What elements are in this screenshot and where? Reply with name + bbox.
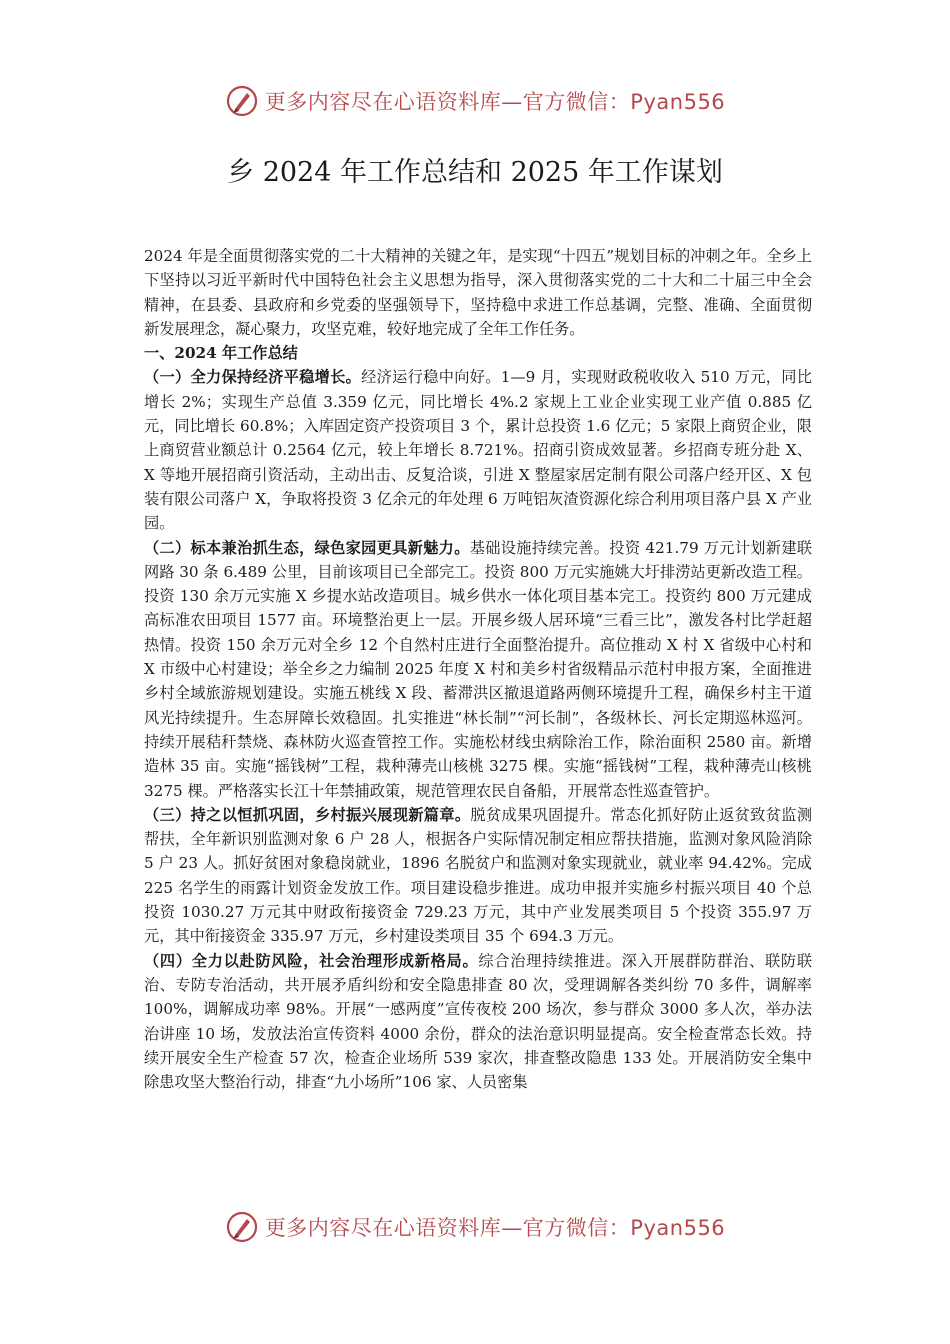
section-heading: 一、2024 年工作总结 [144,344,298,363]
pen-logo-icon [225,1210,259,1244]
item-lead: （四）全力以赴防风险，社会治理形成新格局。 [144,951,479,970]
item-paragraph-2 [144,536,812,803]
item-lead: （一）全力保持经济平稳增长。 [144,368,362,387]
item-body: 脱贫成果巩固提升。常态化抓好防止返贫致贫监测帮扶，全年新识别监测对象 6 户 28 人，根据各户实际情况制定相应帮扶措施，监测对象风险消除 5 户 23 人。抓好贫困对象稳岗就业，1896 名脱贫户和监测对象实现就业，就业率 94.42%。完成 225 名学生的雨露计划资金发放工作。项目建设稳步推进。成功申报并实施乡村振兴项目 40 个总投资 1030.27 万元其中财政衔接资金 729.23 万元，其中产业发展类项目 5 个投资 355.97 万元，其中衔接资金 335.97 万元，乡村建设类项目 35 个 694.3 万元。 [144,805,813,946]
item-paragraph-1 [144,365,812,535]
item-lead: （二）标本兼治抓生态，绿色家园更具新魅力。 [144,538,470,557]
pen-logo-icon [225,84,259,118]
watermark-text: 更多内容尽在心语资料库—官方微信：Pyan556 [264,90,726,114]
document-body [144,244,812,1094]
item-body: 综合治理持续推进。深入开展群防群治、联防联治、专防专治活动，共开展矛盾纠纷和安全隐患排查 80 次，受理调解各类纠纷 70 多件，调解率 100%，调解成功率 98%。开展“一感两度”宣传夜校 200 场次，参与群众 3000 多人次，举办法治讲座 10 场，发放法治宣传资料 4000 余份，群众的法治意识明显提高。安全检查常态长效。持续开展安全生产检查 57 次，检查企业场所 539 家次，排查整改隐患 133 处。开展消防安全集中除患攻坚大整治行动，排查“九小场所”106 家、人员密集 [144,951,813,1092]
document-title: 乡 2024 年工作总结和 2025 年工作谋划 [227,157,723,188]
watermark-footer [0,1210,950,1244]
item-paragraph-3 [144,803,812,949]
watermark-header [0,84,950,118]
item-paragraph-4 [144,949,812,1095]
watermark-text: 更多内容尽在心语资料库—官方微信：Pyan556 [264,1216,726,1240]
item-body: 经济运行稳中向好。1—9 月，实现财政税收收入 510 万元，同比增长 2%；实现生产总值 3.359 亿元，同比增长 4%.2 家规上工业企业实现工业产值 0.885 亿元，同比增长 60.8%；入库固定资产投资项目 3 个，累计总投资 1.6 亿元；5 家限上商贸企业，限上商贸营业额总计 0.2564 亿元，较上年增长 8.721%。招商引资成效显著。乡招商专班分赴 X、X 等地开展招商引资活动，主动出击、反复洽谈，引进 X 整屋家居定制有限公司落户经开区、X 包装有限公司落户 X，争取将投资 3 亿余元的年处理 6 万吨铝灰渣资源化综合利用项目落户县 X 产业园。 [144,368,813,533]
item-body: 基础设施持续完善。投资 421.79 万元计划新建联网路 30 条 6.489 公里，目前该项目已全部完工。投资 800 万元实施姚大圩排涝站更新改造工程。投资 130 余万元实施 X 乡提水站改造项目。城乡供水一体化项目基本完工。投资约 800 万元建成高标准农田项目 1577 亩。环境整治更上一层。开展乡级人居环境“三看三比”，激发各村比学赶超热情。投资 150 余万元对全乡 12 个自然村庄进行全面整治提升。高位推动 X 村 X 省级中心村和 X 市级中心村建设；举全乡之力编制 2025 年度 X 村和美乡村省级精品示范村申报方案，全面推进乡村全域旅游规划建设。实施五桃线 X 段、蓄滞洪区撤退道路两侧环境提升工程，确保乡村主干道风光持续提升。生态屏障长效稳固。扎实推进“林长制”“河长制”，各级林长、河长定期巡林巡河。持续开展秸秆禁烧、森林防火巡查管控工作。实施松材线虫病除治工作，除治面积 2580 亩。新增造林 35 亩。实施“摇钱树”工程，栽种薄壳山核桃 3275 棵。实施“摇钱树”工程，栽种薄壳山核桃 3275 棵。严格落实长江十年禁捕政策，规范管理农民自备船，开展常态性巡查管护。 [144,538,813,800]
item-lead: （三）持之以恒抓巩固，乡村振兴展现新篇章。 [144,805,471,824]
intro-paragraph: 2024 年是全面贯彻落实党的二十大精神的关键之年，是实现“十四五”规划目标的冲刺之年。全乡上下坚持以习近平新时代中国特色社会主义思想为指导，深入贯彻落实党的二十大和二十届三中全会精神，在县委、县政府和乡党委的坚强领导下，坚持稳中求进工作总基调，完整、准确、全面贯彻新发展理念，凝心聚力，攻坚克难，较好地完成了全年工作任务。 [144,247,812,338]
